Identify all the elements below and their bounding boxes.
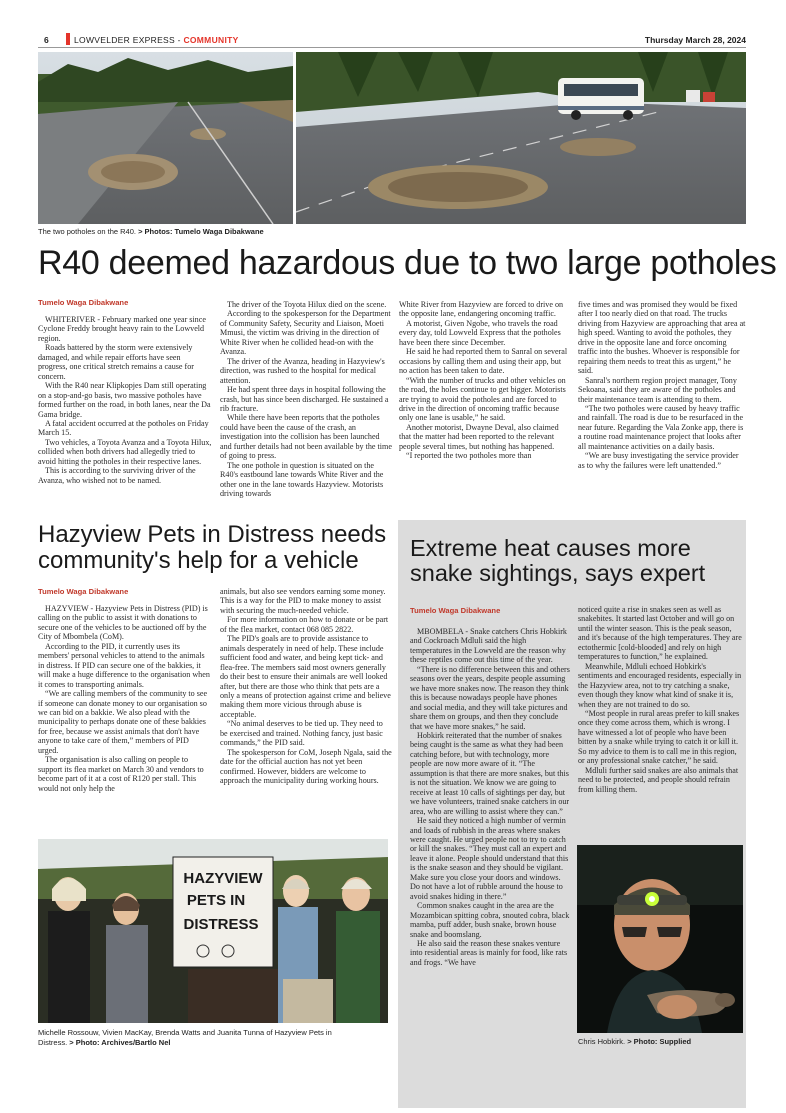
paragraph: The PID's goals are to provide assistance to animals desperately in need of help. These include sufficient food and water, and being kept tick- and flea-free. The members said most owners generally do their best to ensure their animals are well looked after, but there are those who think that pets are a only a means of protection against crime and believe making them more vicious through abuse is acceptable. [220,634,391,719]
section-name: COMMUNITY [183,35,239,45]
paragraph: “There is no difference between this and others seasons over the years, despite people assuming we have more snakes now. The reason they think this is because nowadays people have phones and social media, and they will take pictures and share them on groups, and then they conclude that we have more snakes,” he said. [410,664,570,731]
paragraph: HAZYVIEW - Hazyview Pets in Distress (PID) is calling on the public to assist it with donations to secure one of the vehicles to be auctioned off by the City of Mbombela (CoM). [38,604,208,642]
paragraph: The driver of the Toyota Hilux died on the scene. [227,300,387,309]
paragraph: A motorist, Given Ngobe, who travels the road every day, told Lowveld Express that the potholes have been there since December. [399,318,561,347]
pets-sign-line1: HAZYVIEW [183,870,263,887]
paragraph: noticed quite a rise in snakes seen as well as snakebites. It started last October and will go on until the winter season. This is the peak season, and it's because of the high temperatures. They are ectothermic [cold-blooded] and rely on high temperatures to function,” he explained. [578,605,742,662]
page-header [38,33,746,48]
pets-caption-line1: Michelle Rossouw, Vivien MacKay, Brenda Watts and Juanita Tunna of Hazyview Pets in [38,1028,332,1037]
paragraph: Another motorist, Dwayne Deval, also claimed that the matter had been reported to the relevant people several times, but nothing has happened. [399,422,559,451]
paragraph: animals, but also see vendors earning some money. This is a way for the PID to make money to assist with securing the much-needed vehicle. [220,587,386,615]
pets-sign-line3: DISTRESS [183,916,259,933]
paragraph: Two vehicles, a Toyota Avanza and a Toyota Hilux, collided when both drivers had allegedly tried to avoid hitting the potholes in their respective lanes. [38,437,212,466]
pets-photo-caption [38,1028,393,1048]
paragraph: “No animal deserves to be tied up. They need to be exercised and trained. Nothing fancy, just basic commands,” the PID said. [220,719,383,748]
paragraph: The organisation is also calling on people to support its flea market on March 30 and vendors to become part of it at a cost of R120 per stall. This would not only help the [38,755,204,793]
paragraph: While there have been reports that the potholes could have been the cause of the crash, an investigation into the collision has been launched and further details had not been available by the time of going to press. [220,413,392,461]
pothole-article-col3 [399,300,571,461]
snake-catcher-image [577,845,743,1033]
snake-article-byline: Tumelo Waga Dibakwane [410,606,501,615]
pothole-article-col4 [578,300,746,470]
pets-article-headline: Hazyview Pets in Distress needs community's help for a vehicle [38,521,387,574]
paragraph: The spokesperson for CoM, Joseph Ngala, said the date for the official auction has not yet been confirmed. However, bidders are welcome to approach the municipality during working hours. [220,747,392,786]
paragraph: Sanral's northern region project manager, Tony Sekoana, said they are aware of the potholes and their maintenance team is attending to them. [578,375,737,404]
pothole-photo-credit: > Photos: Tumelo Waga Dibakwane [138,227,264,236]
paragraph: According to the spokesperson for the Department of Community Safety, Security and Liaison, Moeti Mmusi, the victim was driving in the direction of White River when he collided head-on with the Avanza. [220,309,391,357]
pothole-article-headline: R40 deemed hazardous due to two large potholes [38,244,777,282]
pets-volunteers-image [38,839,388,1023]
paragraph: “With the number of trucks and other vehicles on the road, the holes continue to get bigger. Motorists are trying to avoid the potholes and are forced to drive in the direction of oncoming traffic because only one lane is usable,” he said. [399,375,566,423]
page-number: 6 [44,35,49,45]
paragraph: Common snakes caught in the area are the Mozambican spitting cobra, snouted cobra, black mamba, puff adder, bush snake, brown house snake and boomslang. [410,901,570,939]
paragraph: “We are calling members of the community to see if someone can donate money to our organisation so we can bid on a bakkie. We also plead with the municipality to perhaps donate one of these bakkies for free, because we assist animals that don't have anyone to take care of them,” members of PID urged. [38,689,208,755]
pothole-article-col1 [38,315,212,485]
snake-caption-text: Chris Hobkirk. [578,1037,628,1046]
snake-article-headline: Extreme heat causes more snake sightings, says expert [410,535,706,586]
pets-article-col2 [220,587,392,786]
paragraph: Meanwhile, Mdluli echoed Hobkirk's sentiments and encouraged residents, especially in the Hazyview area, not to try catching a snake, even though they know what kind of snake it is, when they are not trained to do so. [578,661,742,709]
pets-caption-line2 [38,1038,393,1048]
snake-photo-caption [578,1037,746,1046]
pothole-photo-caption [38,227,746,236]
paragraph: The one pothole in question is situated on the R40's eastbound lane towards White River and the other one in the lane towards Hazyview. Motorists driving towards [220,460,384,499]
pets-caption-text: Distress. [38,1038,70,1047]
paragraph: This is according to the surviving driver of the Avanza, who wished not to be named. [38,466,196,485]
paragraph: White River from Hazyview are forced to drive on the opposite lane, endangering oncoming traffic. [399,300,564,319]
paragraph: “Most people in rural areas prefer to kill snakes once they come across them, which is wrong. I have witnessed a lot of people who have been bitten by a snake while trying to catch it or kill it. So my advice to them is to call me in this region, or any professional snake catcher,” he said. [578,708,740,766]
paragraph: A fatal accident occurred at the potholes on Friday March 15. [38,418,209,438]
pothole-article-byline: Tumelo Waga Dibakwane [38,298,129,307]
snake-catcher-photo [577,845,743,1033]
pothole-article-col2 [220,300,392,499]
header-accent-bar [66,33,70,45]
paragraph: “The two potholes were caused by heavy traffic and rainfall. The road is due to be resurfaced in the near future. Regarding the Vala Zonke app, there is a routine road maintenance project that looks after all maintenance activities on a daily basis. [578,403,744,451]
snake-article-col2 [578,605,742,794]
paragraph: WHITERIVER - February marked one year since Cyclone Freddy brought heavy rain to the Lowveld region. [38,315,206,343]
paragraph: He had spent three days in hospital following the crash, but has since been discharged. He sustained a rib fracture. [220,385,389,413]
paragraph: “I reported the two potholes more than [406,451,532,461]
paragraph: Mdluli further said snakes are also animals that need to be protected, and people should refrain from killing them. [578,765,739,794]
pets-article-byline: Tumelo Waga Dibakwane [38,587,129,596]
publication-name [74,35,239,45]
paragraph: He said they noticed a high number of vermin and loads of rubbish in the areas where snakes were caught. He urged people not to try to catch or kill the snakes. “They must call an expert and leave it alone. People should understand that this is the snake season and they should be vigilant. Make sure you close your doors and windows. Do not have a lot of rubble around the house to avoid snakes hiding in there.” [410,816,569,901]
paragraph: Hobkirk reiterated that the number of snakes being caught is the same as what they had been catching before, but with technology, more people are now more aware of it. “The assumption is that there are more snakes, but this is not the situation. We know we are going to receive at least 10 calls of sightings per day, but we have volunteers, trained snake catchers in our area, who are willing to assist where they can.” [410,730,570,816]
pothole-road-photo [38,52,746,224]
issue-date: Thursday March 28, 2024 [644,35,746,45]
paragraph: According to the PID, it currently uses its members' personal vehicles to attend to the animals in distress. If PID can secure one of the bakkies, it will make a huge difference to the organisation when it comes to transporting animals. [38,641,210,689]
paragraph: He also said the reason these snakes venture into residential areas is mainly for food, like rats and frogs. “We have [410,938,568,967]
snake-photo-credit: > Photo: Supplied [627,1037,692,1046]
paragraph: “We are busy investigating the service provider as to why the failures were left unattended.” [578,451,739,470]
pets-volunteers-photo [38,839,388,1023]
paragraph: Roads battered by the storm were extensively damaged, and while repair efforts have seen progress, one critical stretch remains a cause for concern. [38,343,194,381]
paragraph: For more information on how to donate or be part of the flea market, contact 068 085 2822. [220,615,389,634]
paragraph: The driver of the Avanza, heading in Hazyview's direction, was rushed to the hospital for medical attention. [220,356,385,385]
pets-sign-line2: PETS IN [186,892,246,909]
publication-title: LOWVELDER EXPRESS - [74,35,184,45]
paragraph: five times and was promised they would be fixed after I too nearly died on that road. The trucks driving from Hazyview are approaching that area at high speed. Wanting to avoid the potholes, they drive in the opposite lane and force oncoming traffic into the bushes. Whoever is responsible for repairing them needs to treat this as urgent,” he said. [578,300,746,376]
snake-article-col1 [410,627,570,967]
pothole-road-image [38,52,746,224]
paragraph: MBOMBELA - Snake catchers Chris Hobkirk and Cockroach Mdluli said the high temperatures in the Lowveld are the reason why these reptiles come out this time of the year. [410,627,567,665]
pothole-caption-text: The two potholes on the R40. [38,227,139,236]
pets-article-col1 [38,604,210,793]
pets-photo-credit: > Photo: Archives/Bartlo Nel [69,1038,171,1047]
paragraph: With the R40 near Klipkopjes Dam still operating on a stop-and-go basis, two massive potholes have formed further on the road, in both lanes, near the Da Gama bridge. [38,381,211,419]
paragraph: He said he had reported them to Sanral on several occasions by calling them and using their app, but no action has been taken to date. [399,347,568,376]
